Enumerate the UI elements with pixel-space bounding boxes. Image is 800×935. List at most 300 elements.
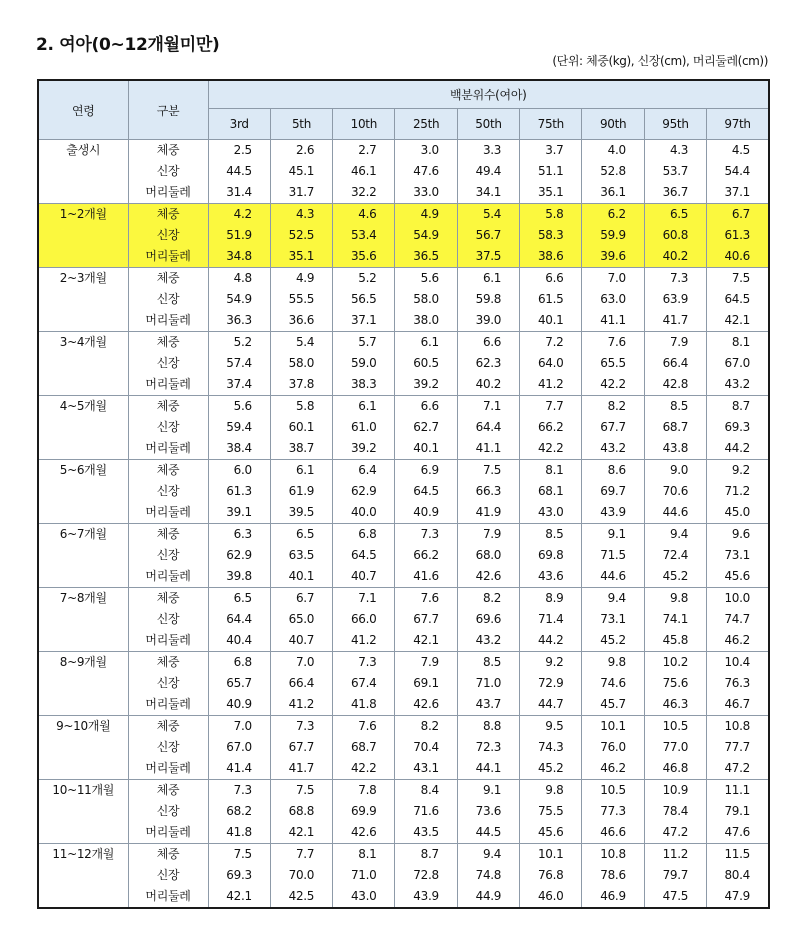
value-cell: 43.2 — [707, 374, 769, 396]
value-cell: 67.0 — [208, 737, 270, 758]
value-cell: 7.5 — [270, 780, 332, 802]
value-cell: 5.8 — [270, 396, 332, 418]
value-cell: 3.0 — [395, 140, 457, 162]
table-row — [38, 204, 769, 226]
measure-cell: 신장 — [128, 417, 208, 438]
value-cell: 4.9 — [270, 268, 332, 290]
value-cell: 38.6 — [520, 246, 582, 268]
value-cell: 58.0 — [270, 353, 332, 374]
measure-cell: 체중 — [128, 332, 208, 354]
header-age: 연령 — [38, 80, 128, 140]
value-cell: 7.8 — [333, 780, 395, 802]
table-row — [38, 844, 769, 866]
value-cell: 40.2 — [457, 374, 519, 396]
measure-cell: 머리둘레 — [128, 246, 208, 268]
table-row — [38, 694, 769, 716]
value-cell: 7.3 — [270, 716, 332, 738]
table-row — [38, 801, 769, 822]
value-cell: 59.0 — [333, 353, 395, 374]
value-cell: 77.7 — [707, 737, 769, 758]
value-cell: 69.3 — [707, 417, 769, 438]
value-cell: 71.4 — [520, 609, 582, 630]
value-cell: 77.0 — [644, 737, 706, 758]
value-cell: 47.9 — [707, 886, 769, 908]
value-cell: 67.7 — [270, 737, 332, 758]
value-cell: 54.9 — [395, 225, 457, 246]
value-cell: 71.0 — [457, 673, 519, 694]
value-cell: 43.9 — [395, 886, 457, 908]
measure-cell: 체중 — [128, 140, 208, 162]
measure-cell: 머리둘레 — [128, 886, 208, 908]
value-cell: 33.0 — [395, 182, 457, 204]
table-row — [38, 310, 769, 332]
value-cell: 69.1 — [395, 673, 457, 694]
table-row — [38, 886, 769, 908]
value-cell: 43.6 — [520, 566, 582, 588]
value-cell: 7.2 — [520, 332, 582, 354]
value-cell: 9.0 — [644, 460, 706, 482]
value-cell: 73.1 — [582, 609, 644, 630]
value-cell: 39.2 — [395, 374, 457, 396]
header-percentile-75th: 75th — [520, 109, 582, 140]
value-cell: 47.6 — [395, 161, 457, 182]
value-cell: 39.1 — [208, 502, 270, 524]
age-cell: 6~7개월 — [38, 524, 128, 588]
value-cell: 67.0 — [707, 353, 769, 374]
value-cell: 43.1 — [395, 758, 457, 780]
unit-note: (단위: 체중(kg), 신장(cm), 머리둘레(cm)) — [552, 54, 768, 68]
value-cell: 58.0 — [395, 289, 457, 310]
value-cell: 8.8 — [457, 716, 519, 738]
value-cell: 45.7 — [582, 694, 644, 716]
measure-cell: 신장 — [128, 289, 208, 310]
value-cell: 6.9 — [395, 460, 457, 482]
value-cell: 35.6 — [333, 246, 395, 268]
value-cell: 40.6 — [707, 246, 769, 268]
value-cell: 4.0 — [582, 140, 644, 162]
value-cell: 38.0 — [395, 310, 457, 332]
value-cell: 38.3 — [333, 374, 395, 396]
value-cell: 78.4 — [644, 801, 706, 822]
value-cell: 43.7 — [457, 694, 519, 716]
value-cell: 69.3 — [208, 865, 270, 886]
value-cell: 7.6 — [333, 716, 395, 738]
value-cell: 6.7 — [707, 204, 769, 226]
value-cell: 62.9 — [208, 545, 270, 566]
value-cell: 60.8 — [644, 225, 706, 246]
value-cell: 35.1 — [520, 182, 582, 204]
measure-cell: 신장 — [128, 225, 208, 246]
value-cell: 5.2 — [208, 332, 270, 354]
value-cell: 37.4 — [208, 374, 270, 396]
value-cell: 9.2 — [707, 460, 769, 482]
value-cell: 7.5 — [208, 844, 270, 866]
value-cell: 4.9 — [395, 204, 457, 226]
value-cell: 41.7 — [270, 758, 332, 780]
value-cell: 63.0 — [582, 289, 644, 310]
value-cell: 55.5 — [270, 289, 332, 310]
value-cell: 42.5 — [270, 886, 332, 908]
value-cell: 45.8 — [644, 630, 706, 652]
value-cell: 41.4 — [208, 758, 270, 780]
value-cell: 8.9 — [520, 588, 582, 610]
value-cell: 37.8 — [270, 374, 332, 396]
value-cell: 42.6 — [395, 694, 457, 716]
value-cell: 10.8 — [582, 844, 644, 866]
table-row — [38, 588, 769, 610]
measure-cell: 머리둘레 — [128, 438, 208, 460]
value-cell: 72.3 — [457, 737, 519, 758]
value-cell: 66.0 — [333, 609, 395, 630]
value-cell: 67.4 — [333, 673, 395, 694]
header-percentile-10th: 10th — [333, 109, 395, 140]
value-cell: 46.2 — [582, 758, 644, 780]
value-cell: 69.8 — [520, 545, 582, 566]
value-cell: 8.2 — [395, 716, 457, 738]
table-row — [38, 396, 769, 418]
value-cell: 40.7 — [270, 630, 332, 652]
value-cell: 7.3 — [644, 268, 706, 290]
measure-cell: 체중 — [128, 716, 208, 738]
value-cell: 5.4 — [270, 332, 332, 354]
value-cell: 53.4 — [333, 225, 395, 246]
value-cell: 3.3 — [457, 140, 519, 162]
value-cell: 68.7 — [333, 737, 395, 758]
value-cell: 66.2 — [395, 545, 457, 566]
value-cell: 6.6 — [457, 332, 519, 354]
table-row — [38, 289, 769, 310]
value-cell: 51.9 — [208, 225, 270, 246]
value-cell: 79.7 — [644, 865, 706, 886]
measure-cell: 머리둘레 — [128, 758, 208, 780]
measure-cell: 체중 — [128, 652, 208, 674]
measure-cell: 신장 — [128, 481, 208, 502]
value-cell: 42.1 — [208, 886, 270, 908]
value-cell: 7.6 — [395, 588, 457, 610]
value-cell: 6.6 — [520, 268, 582, 290]
value-cell: 7.9 — [395, 652, 457, 674]
value-cell: 69.6 — [457, 609, 519, 630]
value-cell: 42.6 — [457, 566, 519, 588]
value-cell: 8.2 — [582, 396, 644, 418]
value-cell: 69.9 — [333, 801, 395, 822]
value-cell: 37.5 — [457, 246, 519, 268]
value-cell: 40.7 — [333, 566, 395, 588]
value-cell: 59.4 — [208, 417, 270, 438]
value-cell: 41.2 — [333, 630, 395, 652]
value-cell: 10.1 — [520, 844, 582, 866]
value-cell: 6.5 — [644, 204, 706, 226]
value-cell: 8.7 — [395, 844, 457, 866]
measure-cell: 체중 — [128, 396, 208, 418]
value-cell: 68.2 — [208, 801, 270, 822]
value-cell: 36.7 — [644, 182, 706, 204]
value-cell: 6.6 — [395, 396, 457, 418]
value-cell: 9.1 — [457, 780, 519, 802]
table-row — [38, 332, 769, 354]
value-cell: 44.7 — [520, 694, 582, 716]
table-row — [38, 140, 769, 162]
value-cell: 68.0 — [457, 545, 519, 566]
table-row — [38, 609, 769, 630]
value-cell: 11.1 — [707, 780, 769, 802]
value-cell: 65.7 — [208, 673, 270, 694]
value-cell: 52.5 — [270, 225, 332, 246]
value-cell: 56.7 — [457, 225, 519, 246]
value-cell: 73.6 — [457, 801, 519, 822]
value-cell: 6.8 — [208, 652, 270, 674]
value-cell: 71.0 — [333, 865, 395, 886]
table-row — [38, 460, 769, 482]
value-cell: 39.2 — [333, 438, 395, 460]
age-cell: 출생시 — [38, 140, 128, 204]
value-cell: 67.7 — [395, 609, 457, 630]
measure-cell: 체중 — [128, 524, 208, 546]
value-cell: 44.5 — [208, 161, 270, 182]
value-cell: 45.2 — [644, 566, 706, 588]
value-cell: 44.6 — [582, 566, 644, 588]
value-cell: 42.2 — [333, 758, 395, 780]
value-cell: 6.3 — [208, 524, 270, 546]
value-cell: 42.6 — [333, 822, 395, 844]
value-cell: 45.6 — [707, 566, 769, 588]
age-cell: 3~4개월 — [38, 332, 128, 396]
value-cell: 36.1 — [582, 182, 644, 204]
header-percentile-3rd: 3rd — [208, 109, 270, 140]
value-cell: 10.2 — [644, 652, 706, 674]
measure-cell: 머리둘레 — [128, 694, 208, 716]
value-cell: 40.2 — [644, 246, 706, 268]
value-cell: 71.5 — [582, 545, 644, 566]
value-cell: 41.8 — [208, 822, 270, 844]
header-percentile-50th: 50th — [457, 109, 519, 140]
value-cell: 76.3 — [707, 673, 769, 694]
value-cell: 45.2 — [520, 758, 582, 780]
value-cell: 46.3 — [644, 694, 706, 716]
table-row — [38, 374, 769, 396]
value-cell: 10.5 — [582, 780, 644, 802]
value-cell: 32.2 — [333, 182, 395, 204]
header-percentile-95th: 95th — [644, 109, 706, 140]
value-cell: 40.9 — [208, 694, 270, 716]
value-cell: 72.9 — [520, 673, 582, 694]
value-cell: 40.1 — [270, 566, 332, 588]
header-percentile-group: 백분위수(여아) — [208, 80, 769, 109]
value-cell: 44.5 — [457, 822, 519, 844]
value-cell: 74.7 — [707, 609, 769, 630]
value-cell: 34.8 — [208, 246, 270, 268]
value-cell: 2.6 — [270, 140, 332, 162]
value-cell: 36.3 — [208, 310, 270, 332]
value-cell: 6.4 — [333, 460, 395, 482]
value-cell: 7.0 — [270, 652, 332, 674]
value-cell: 4.3 — [270, 204, 332, 226]
value-cell: 42.1 — [395, 630, 457, 652]
value-cell: 80.4 — [707, 865, 769, 886]
value-cell: 41.1 — [582, 310, 644, 332]
value-cell: 46.1 — [333, 161, 395, 182]
value-cell: 70.6 — [644, 481, 706, 502]
measure-cell: 머리둘레 — [128, 630, 208, 652]
value-cell: 39.6 — [582, 246, 644, 268]
value-cell: 45.2 — [582, 630, 644, 652]
table-row — [38, 524, 769, 546]
value-cell: 38.7 — [270, 438, 332, 460]
table-row — [38, 780, 769, 802]
value-cell: 7.3 — [208, 780, 270, 802]
value-cell: 7.5 — [707, 268, 769, 290]
value-cell: 41.2 — [520, 374, 582, 396]
measure-cell: 신장 — [128, 737, 208, 758]
value-cell: 77.3 — [582, 801, 644, 822]
value-cell: 54.4 — [707, 161, 769, 182]
value-cell: 4.6 — [333, 204, 395, 226]
value-cell: 6.0 — [208, 460, 270, 482]
value-cell: 76.8 — [520, 865, 582, 886]
value-cell: 66.4 — [270, 673, 332, 694]
value-cell: 6.2 — [582, 204, 644, 226]
table-row — [38, 630, 769, 652]
value-cell: 46.2 — [707, 630, 769, 652]
age-cell: 4~5개월 — [38, 396, 128, 460]
value-cell: 66.4 — [644, 353, 706, 374]
value-cell: 9.1 — [582, 524, 644, 546]
table-row — [38, 161, 769, 182]
value-cell: 11.5 — [707, 844, 769, 866]
value-cell: 64.5 — [395, 481, 457, 502]
value-cell: 10.1 — [582, 716, 644, 738]
value-cell: 9.5 — [520, 716, 582, 738]
value-cell: 74.8 — [457, 865, 519, 886]
value-cell: 52.8 — [582, 161, 644, 182]
value-cell: 8.4 — [395, 780, 457, 802]
age-cell: 1~2개월 — [38, 204, 128, 268]
value-cell: 63.9 — [644, 289, 706, 310]
value-cell: 46.8 — [644, 758, 706, 780]
value-cell: 31.7 — [270, 182, 332, 204]
value-cell: 57.4 — [208, 353, 270, 374]
value-cell: 6.5 — [270, 524, 332, 546]
value-cell: 42.1 — [707, 310, 769, 332]
value-cell: 42.1 — [270, 822, 332, 844]
value-cell: 64.0 — [520, 353, 582, 374]
age-cell: 11~12개월 — [38, 844, 128, 909]
value-cell: 59.8 — [457, 289, 519, 310]
value-cell: 68.7 — [644, 417, 706, 438]
value-cell: 5.7 — [333, 332, 395, 354]
value-cell: 7.5 — [457, 460, 519, 482]
value-cell: 66.3 — [457, 481, 519, 502]
value-cell: 36.5 — [395, 246, 457, 268]
value-cell: 34.1 — [457, 182, 519, 204]
value-cell: 43.0 — [520, 502, 582, 524]
table-row — [38, 737, 769, 758]
value-cell: 40.1 — [520, 310, 582, 332]
value-cell: 78.6 — [582, 865, 644, 886]
value-cell: 65.5 — [582, 353, 644, 374]
value-cell: 41.7 — [644, 310, 706, 332]
value-cell: 39.8 — [208, 566, 270, 588]
measure-cell: 머리둘레 — [128, 310, 208, 332]
value-cell: 46.7 — [707, 694, 769, 716]
value-cell: 6.1 — [270, 460, 332, 482]
value-cell: 47.2 — [644, 822, 706, 844]
value-cell: 63.5 — [270, 545, 332, 566]
age-cell: 8~9개월 — [38, 652, 128, 716]
value-cell: 10.8 — [707, 716, 769, 738]
table-row — [38, 481, 769, 502]
value-cell: 4.5 — [707, 140, 769, 162]
measure-cell: 신장 — [128, 801, 208, 822]
value-cell: 10.0 — [707, 588, 769, 610]
value-cell: 42.2 — [520, 438, 582, 460]
header-measure: 구분 — [128, 80, 208, 140]
value-cell: 54.9 — [208, 289, 270, 310]
value-cell: 60.1 — [270, 417, 332, 438]
value-cell: 46.9 — [582, 886, 644, 908]
measure-cell: 머리둘레 — [128, 374, 208, 396]
value-cell: 44.6 — [644, 502, 706, 524]
value-cell: 41.9 — [457, 502, 519, 524]
value-cell: 4.3 — [644, 140, 706, 162]
header-percentile-90th: 90th — [582, 109, 644, 140]
value-cell: 61.3 — [707, 225, 769, 246]
value-cell: 41.8 — [333, 694, 395, 716]
measure-cell: 신장 — [128, 673, 208, 694]
value-cell: 43.2 — [582, 438, 644, 460]
measure-cell: 체중 — [128, 780, 208, 802]
value-cell: 6.1 — [457, 268, 519, 290]
value-cell: 64.4 — [457, 417, 519, 438]
measure-cell: 신장 — [128, 353, 208, 374]
value-cell: 74.1 — [644, 609, 706, 630]
value-cell: 3.7 — [520, 140, 582, 162]
value-cell: 6.5 — [208, 588, 270, 610]
value-cell: 60.5 — [395, 353, 457, 374]
value-cell: 10.9 — [644, 780, 706, 802]
value-cell: 4.2 — [208, 204, 270, 226]
value-cell: 66.2 — [520, 417, 582, 438]
value-cell: 47.6 — [707, 822, 769, 844]
value-cell: 9.8 — [644, 588, 706, 610]
measure-cell: 체중 — [128, 588, 208, 610]
value-cell: 72.8 — [395, 865, 457, 886]
value-cell: 8.1 — [333, 844, 395, 866]
value-cell: 47.2 — [707, 758, 769, 780]
value-cell: 10.5 — [644, 716, 706, 738]
value-cell: 43.9 — [582, 502, 644, 524]
value-cell: 41.1 — [457, 438, 519, 460]
value-cell: 11.2 — [644, 844, 706, 866]
value-cell: 8.2 — [457, 588, 519, 610]
value-cell: 7.7 — [520, 396, 582, 418]
age-cell: 7~8개월 — [38, 588, 128, 652]
value-cell: 42.2 — [582, 374, 644, 396]
table-row — [38, 545, 769, 566]
value-cell: 9.8 — [582, 652, 644, 674]
value-cell: 62.9 — [333, 481, 395, 502]
value-cell: 7.9 — [457, 524, 519, 546]
value-cell: 65.0 — [270, 609, 332, 630]
table-row — [38, 225, 769, 246]
value-cell: 8.1 — [707, 332, 769, 354]
value-cell: 40.1 — [395, 438, 457, 460]
value-cell: 42.8 — [644, 374, 706, 396]
measure-cell: 신장 — [128, 609, 208, 630]
value-cell: 7.7 — [270, 844, 332, 866]
value-cell: 59.9 — [582, 225, 644, 246]
value-cell: 74.6 — [582, 673, 644, 694]
